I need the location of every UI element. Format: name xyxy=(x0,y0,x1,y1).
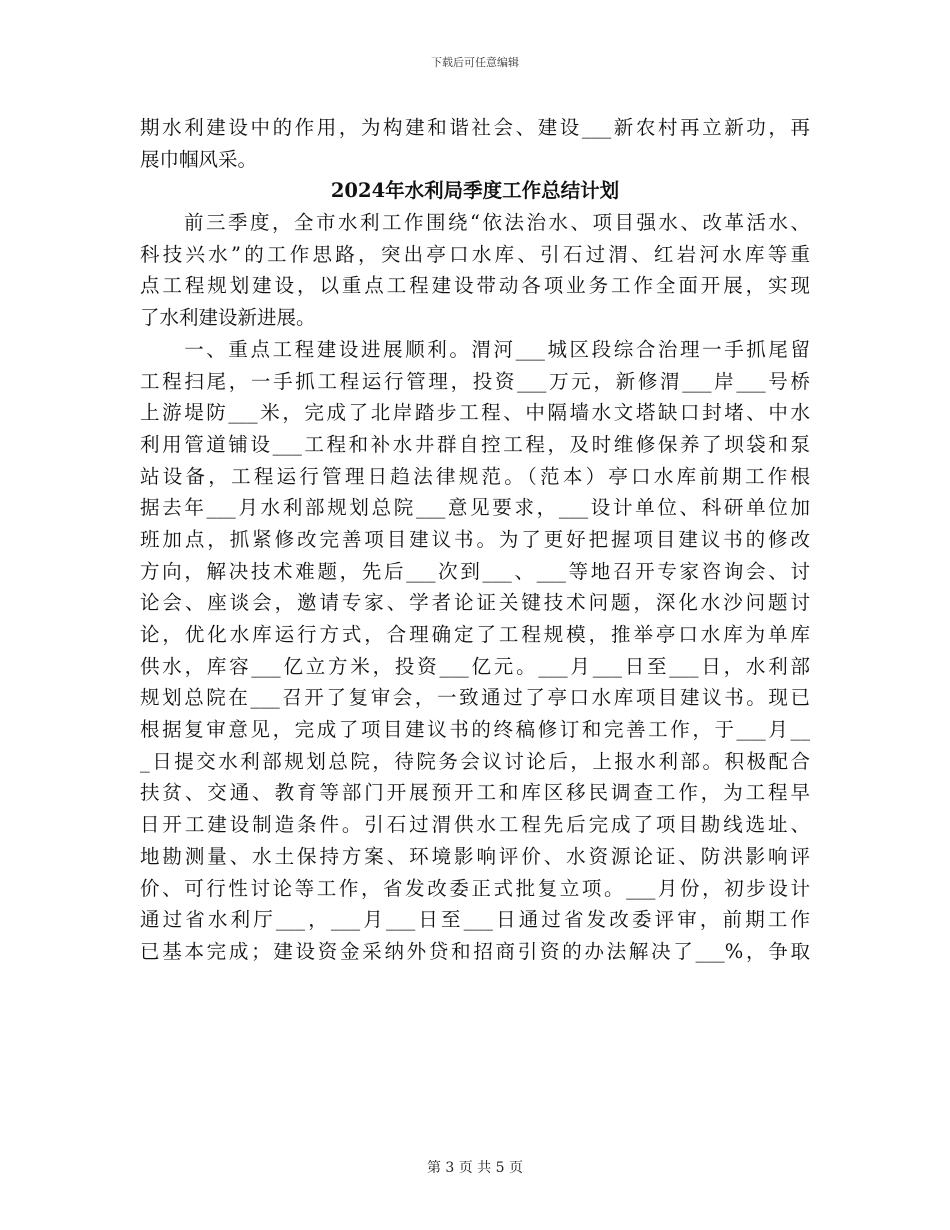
text-line: 论，优化水库运行方式，合理确定了工程规模，推举亭口水库为单库 xyxy=(140,623,810,646)
text-line: 展巾帼风采。 xyxy=(140,147,258,171)
text-line: 科技兴水”的工作思路，突出亭口水库、引石过渭、红岩河水库等重 xyxy=(140,242,810,266)
text-line: 通过省水利厅___，___月___日至___日通过省发改委评审，前期工作 xyxy=(140,908,810,932)
text-line: 利用管道铺设___工程和补水井群自控工程，及时维修保养了坝袋和泵 xyxy=(140,432,810,456)
text-line: 据去年___月水利部规划总院___意见要求，___设计单位、科研单位加 xyxy=(140,496,810,520)
text-line: 根据复审意见，完成了项目建议书的终稿修订和完善工作，于___月__ xyxy=(140,718,810,742)
text-line: _日提交水利部规划总院，待院务会议讨论后，上报水利部。积极配合 xyxy=(140,749,810,773)
text-line: 已基本完成；建设资金采纳外贷和招商引资的办法解决了___%，争取 xyxy=(140,939,810,963)
text-line: 日开工建设制造条件。引石过渭供水工程先后完成了项目勘线选址、 xyxy=(140,813,810,837)
text-line: 上游堤防___米，完成了北岸踏步工程、中隔墙水文塔缺口封堵、中水 xyxy=(140,401,810,425)
section-title: 2024年水利局季度工作总结计划 xyxy=(330,179,620,203)
text-line: 点工程规划建设，以重点工程建设带动各项业务工作全面开展，实现 xyxy=(140,274,810,298)
text-line: 前三季度，全市水利工作围绕“依法治水、项目强水、改革活水、 xyxy=(140,211,810,235)
page-header: 下载后可任意编辑 xyxy=(431,56,519,69)
text-line: 站设备，工程运行管理日趋法律规范。（范本）亭口水库前期工作根 xyxy=(140,464,810,488)
text-line: 规划总院在___召开了复审会，一致通过了亭口水库项目建议书。现已 xyxy=(140,686,810,710)
text-line: 了水利建设新进展。 xyxy=(140,306,316,330)
text-line: 一、重点工程建设进展顺利。渭河___城区段综合治理一手抓尾留 xyxy=(140,337,810,361)
page-number: 第 3 页 共 5 页 xyxy=(426,1160,524,1176)
text-line: 地勘测量、水土保持方案、环境影响评价、水资源论证、防洪影响评 xyxy=(140,844,810,868)
text-line: 期水利建设中的作用，为构建和谐社会、建设___新农村再立新功，再 xyxy=(140,116,810,139)
document-body xyxy=(140,112,810,968)
text-line: 扶贫、交通、教育等部门开展预开工和库区移民调查工作，为工程早 xyxy=(140,781,810,805)
text-line: 工程扫尾，一手抓工程运行管理，投资___万元，新修渭___岸___号桥 xyxy=(140,369,810,393)
text-line: 论会、座谈会，邀请专家、学者论证关键技术问题，深化水沙问题讨 xyxy=(140,591,810,615)
text-line: 供水，库容___亿立方米，投资___亿元。___月___日至___日，水利部 xyxy=(140,654,810,678)
text-line: 价、可行性讨论等工作，省发改委正式批复立项。___月份，初步设计 xyxy=(140,876,810,900)
text-line: 班加点，抓紧修改完善项目建议书。为了更好把握项目建议书的修改 xyxy=(140,527,810,551)
text-line: 方向，解决技术难题，先后___次到___、___等地召开专家咨询会、讨 xyxy=(140,559,810,583)
